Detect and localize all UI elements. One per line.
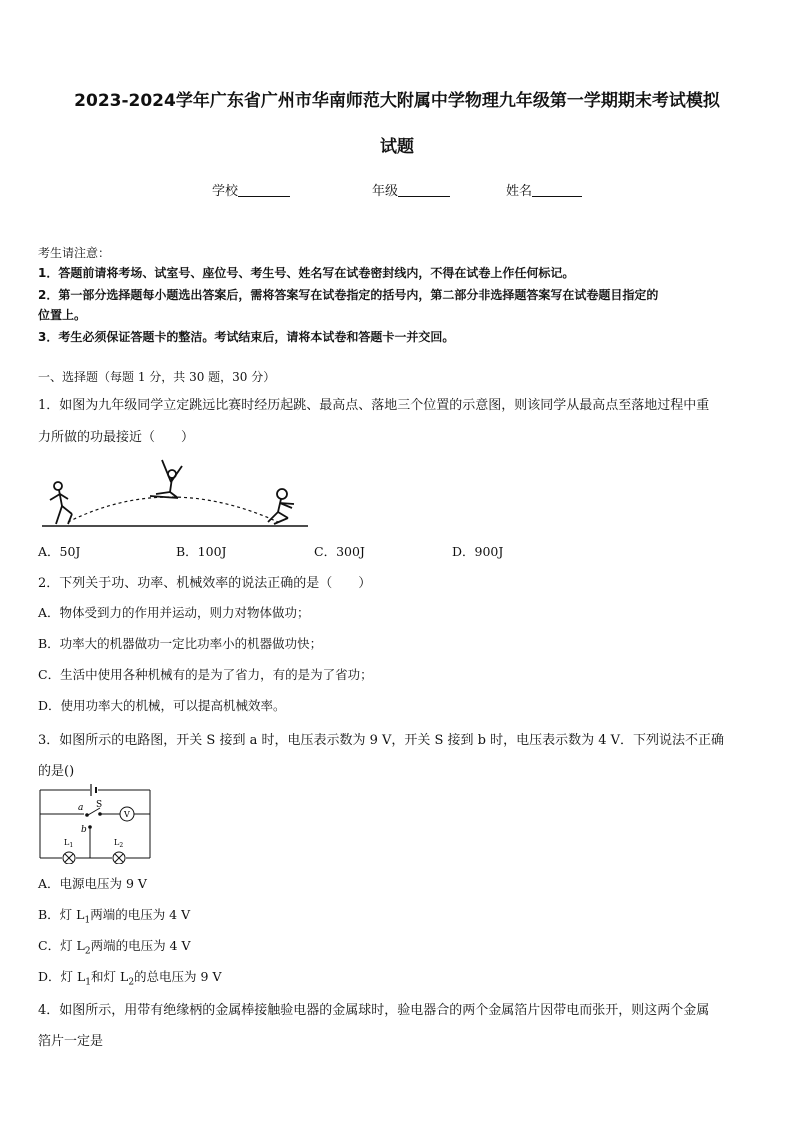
voltmeter-label: V [124, 810, 130, 819]
lamp1-label: $L_1$ [64, 838, 74, 849]
q3-stem-line-2: 的是() [38, 764, 75, 779]
name-field[interactable]: 姓名 [506, 180, 582, 199]
long-jump-figure [38, 452, 313, 532]
q1-option-d[interactable]: D．900J [452, 544, 504, 559]
lamp2-label: $L_2$ [114, 838, 124, 849]
notice-item-2-cont: 位置上。 [38, 308, 87, 322]
q2-option-d[interactable]: D．使用功率大的机械，可以提高机械效率。 [38, 698, 286, 713]
q3-option-c[interactable]: C．灯 $L_2$两端的电压为 4 V [38, 938, 191, 957]
name-blank[interactable] [532, 182, 582, 197]
school-blank[interactable] [238, 182, 290, 197]
q1-stem-line-2: 力所做的功最接近（ ） [38, 430, 195, 445]
q3-option-b[interactable]: B．灯 $L_1$两端的电压为 4 V [38, 907, 191, 926]
q1-option-c[interactable]: C．300J [314, 544, 365, 559]
notice-item-2: 2．第一部分选择题每小题选出答案后，需将答案写在试卷指定的括号内，第二部分非选择题答案写在试卷题目指定的 [38, 288, 659, 302]
grade-field[interactable]: 年级 [372, 180, 450, 199]
q3-option-a[interactable]: A．电源电压为 9 V [38, 876, 147, 891]
q1-option-a[interactable]: A．50J [38, 544, 81, 559]
title-line-2: 试题 [380, 137, 414, 157]
notice-heading: 考生请注意： [38, 246, 111, 260]
circuit-label-s: S [96, 800, 103, 810]
section-heading: 一、选择题（每题 1 分，共 30 题，30 分） [38, 370, 276, 384]
grade-blank[interactable] [398, 182, 450, 197]
q2-stem: 2．下列关于功、功率、机械效率的说法正确的是（ ） [38, 576, 372, 591]
q3-option-d[interactable]: D．灯 $L_1$和灯 $L_2$的总电压为 9 V [38, 969, 222, 988]
notice-item-1: 1．答题前请将考场、试室号、座位号、考生号、姓名写在试卷密封线内，不得在试卷上作任何标记。 [38, 266, 575, 280]
circuit-label-a: a [78, 803, 84, 813]
q1-option-b[interactable]: B．100J [176, 544, 227, 559]
title-line-1: 2023-2024学年广东省广州市华南师范大附属中学物理九年级第一学期期末考试模拟 [74, 91, 720, 111]
q2-option-b[interactable]: B．功率大的机器做功一定比功率小的机器做功快； [38, 636, 323, 651]
exam-title [40, 78, 754, 170]
q2-option-a[interactable]: A．物体受到力的作用并运动，则力对物体做功； [38, 605, 310, 620]
circuit-label-b: b [81, 825, 87, 835]
q4-stem-line-2: 箔片一定是 [38, 1034, 104, 1049]
student-info-row [0, 180, 794, 202]
circuit-diagram [38, 782, 154, 864]
school-field[interactable]: 学校 [212, 180, 290, 199]
q4-stem-line-1: 4．如图所示，用带有绝缘柄的金属棒接触验电器的金属球时，验电器合的两个金属箔片因带电而张开，则这两个金属 [38, 1003, 710, 1018]
notice-item-3: 3．考生必须保证答题卡的整洁。考试结束后，请将本试卷和答题卡一并交回。 [38, 330, 455, 344]
q1-stem-line-1: 1．如图为九年级同学立定跳远比赛时经历起跳、最高点、落地三个位置的示意图，则该同学从最高点至落地过程中重 [38, 398, 710, 413]
q3-stem-line-1: 3．如图所示的电路图，开关 S 接到 a 时，电压表示数为 9 V，开关 S 接到 b 时，电压表示数为 4 V．下列说法不正确 [38, 733, 725, 748]
q2-option-c[interactable]: C．生活中使用各种机械有的是为了省力，有的是为了省功； [38, 667, 373, 682]
